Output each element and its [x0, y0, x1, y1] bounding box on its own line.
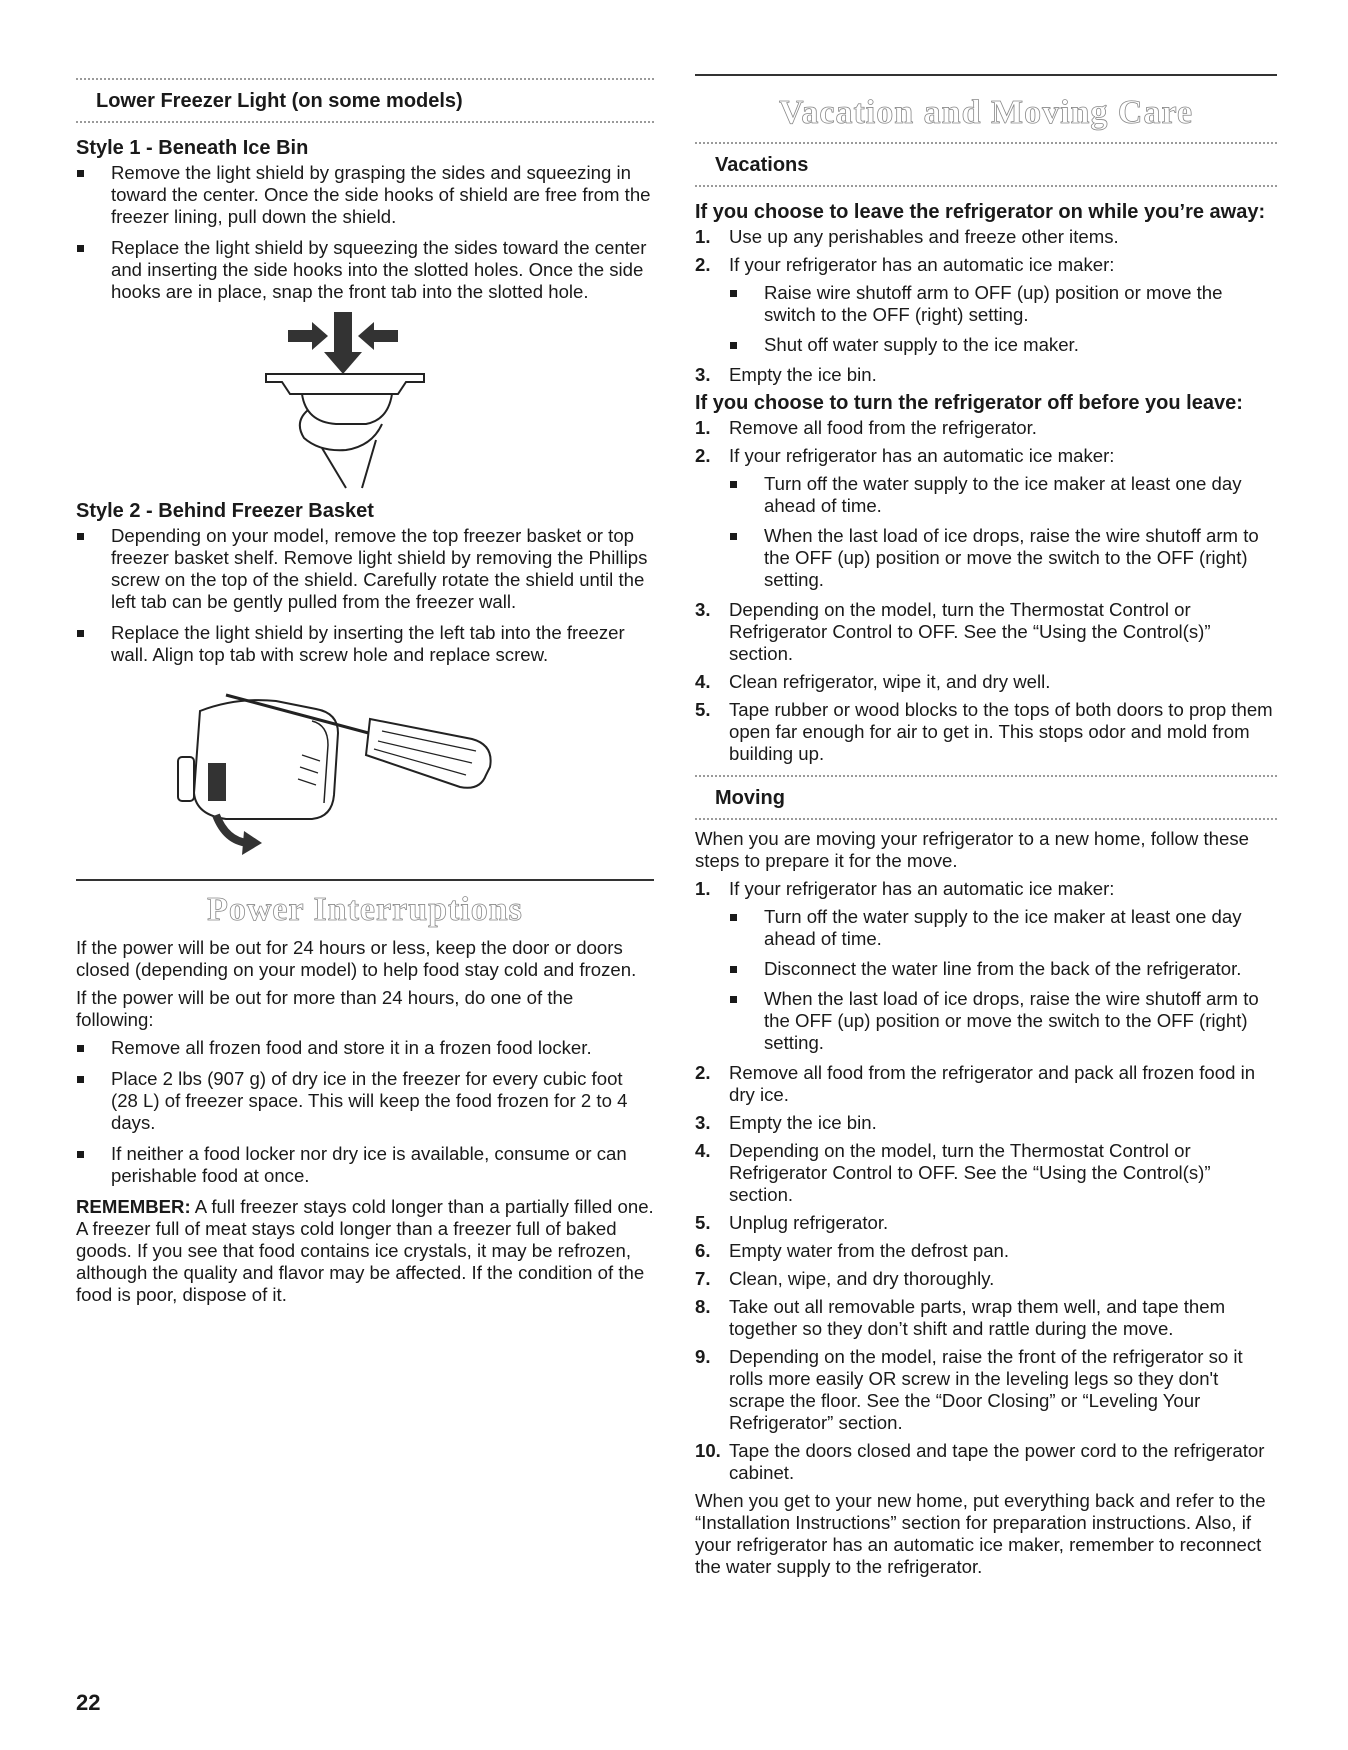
sub-list-item: Turn off the water supply to the ice maker at least one day ahead of time.	[729, 473, 1277, 517]
list-item: Remove the light shield by grasping the sides and squeezing in toward the center. Once the side hooks of shield are free from the freezer lining, pull down the shield.	[76, 162, 654, 228]
step-number: 2.	[695, 445, 711, 466]
moving-steps	[695, 878, 1277, 1484]
step-text: If your refrigerator has an automatic ice maker:	[729, 254, 1115, 275]
step-text: Depending on the model, raise the front of the refrigerator so it rolls more easily OR screw in the leveling legs so they don't scrape the floor. See the “Door Closing” or “Leveling Your Refrigerator” section.	[729, 1346, 1243, 1433]
sub-list	[729, 282, 1277, 356]
step-number: 1.	[695, 878, 711, 899]
step-item	[695, 699, 1277, 765]
turn-off-heading: If you choose to turn the refrigerator off before you leave:	[695, 392, 1243, 414]
step-item	[695, 1212, 1277, 1234]
step-item	[695, 226, 1277, 248]
step-number: 7.	[695, 1268, 711, 1289]
section-divider	[76, 879, 654, 881]
step-text: Remove all food from the refrigerator.	[729, 417, 1037, 438]
step-item	[695, 1062, 1277, 1106]
step-number: 9.	[695, 1346, 711, 1367]
turn-off-steps	[695, 417, 1277, 765]
step-text: Tape the doors closed and tape the power cord to the refrigerator cabinet.	[729, 1440, 1265, 1483]
step-text: If your refrigerator has an automatic ice maker:	[729, 445, 1115, 466]
power-list	[76, 1037, 654, 1187]
step-text: Depending on the model, turn the Thermostat Control or Refrigerator Control to OFF. See the “Using the Control(s)” section.	[729, 1140, 1211, 1205]
step-text: Take out all removable parts, wrap them well, and tape them together so they don’t shift and rattle during the move.	[729, 1296, 1226, 1339]
leave-on-steps	[695, 226, 1277, 386]
step-item	[695, 1268, 1277, 1290]
vacation-moving-title: Vacation and Moving Care	[778, 94, 1194, 131]
sub-list-item: When the last load of ice drops, raise the wire shutoff arm to the OFF (up) position or move the switch to the OFF (right) setting.	[729, 988, 1277, 1054]
step-text: Use up any perishables and freeze other items.	[729, 226, 1119, 247]
freezer-light-heading: Lower Freezer Light (on some models)	[76, 78, 654, 123]
step-number: 1.	[695, 417, 711, 438]
step-item	[695, 1296, 1277, 1340]
step-text: Empty the ice bin.	[729, 1112, 877, 1133]
power-paragraph-1: If the power will be out for 24 hours or less, keep the door or doors closed (depending on your model) to help food stay cold and frozen.	[76, 937, 637, 980]
step-text: Remove all food from the refrigerator and pack all frozen food in dry ice.	[729, 1062, 1256, 1105]
sub-list	[729, 473, 1277, 591]
step-number: 2.	[695, 1062, 711, 1083]
step-item	[695, 599, 1277, 665]
step-text: Empty the ice bin.	[729, 364, 877, 385]
section-divider	[695, 74, 1277, 76]
list-item: Depending on your model, remove the top freezer basket or top freezer basket shelf. Remove light shield by removing the Phillips screw on the top of the shield. Carefully rotate the shield until the left tab can be gently pulled from the freezer wall.	[76, 525, 654, 613]
step-item	[695, 1240, 1277, 1262]
leave-on-heading: If you choose to leave the refrigerator on while you’re away:	[695, 201, 1266, 223]
step-number: 5.	[695, 699, 711, 720]
step-text: If your refrigerator has an automatic ice maker:	[729, 878, 1115, 899]
step-item	[695, 1440, 1277, 1484]
sub-list-item: Shut off water supply to the ice maker.	[729, 334, 1277, 356]
step-number: 4.	[695, 1140, 711, 1161]
step-text: Tape rubber or wood blocks to the tops of both doors to prop them open far enough for air to get in. This stops odor and mold from building up.	[729, 699, 1273, 764]
list-item: Replace the light shield by squeezing the sides toward the center and inserting the side hooks into the slotted holes. Once the side hooks are in place, snap the front tab into the slotted hole.	[76, 237, 654, 303]
right-column	[695, 0, 1277, 1584]
style1-list	[76, 162, 654, 303]
moving-heading: Moving	[695, 775, 1277, 820]
step-number: 2.	[695, 254, 711, 275]
step-number: 3.	[695, 599, 711, 620]
vacations-heading: Vacations	[695, 142, 1277, 187]
step-number: 10.	[695, 1440, 721, 1461]
step-item	[695, 1346, 1277, 1434]
sub-list-item: Raise wire shutoff arm to OFF (up) position or move the switch to the OFF (right) setting.	[729, 282, 1277, 326]
page-number: 22	[76, 1690, 101, 1715]
list-item: Replace the light shield by inserting the left tab into the freezer wall. Align top tab with screw hole and replace screw.	[76, 622, 654, 666]
step-number: 6.	[695, 1240, 711, 1261]
style2-title: Style 2 - Behind Freezer Basket	[76, 500, 374, 522]
sub-list-item: Disconnect the water line from the back of the refrigerator.	[729, 958, 1277, 980]
remember-label: REMEMBER:	[76, 1196, 191, 1217]
step-item	[695, 417, 1277, 439]
list-item: Place 2 lbs (907 g) of dry ice in the freezer for every cubic foot (28 L) of freezer space. This will keep the food frozen for 2 to 4 days.	[76, 1068, 654, 1134]
list-item: Remove all frozen food and store it in a frozen food locker.	[76, 1037, 654, 1059]
remember-note	[76, 1196, 654, 1306]
screwdriver-illustration	[76, 675, 654, 865]
step-number: 8.	[695, 1296, 711, 1317]
step-text: Unplug refrigerator.	[729, 1212, 889, 1233]
style1-title: Style 1 - Beneath Ice Bin	[76, 137, 309, 159]
step-text: Depending on the model, turn the Thermostat Control or Refrigerator Control to OFF. See the “Using the Control(s)” section.	[729, 599, 1211, 664]
power-paragraph-2: If the power will be out for more than 24 hours, do one of the following:	[76, 987, 574, 1030]
step-item	[695, 878, 1277, 1054]
step-number: 1.	[695, 226, 711, 247]
list-item: If neither a food locker nor dry ice is available, consume or can perishable food at once.	[76, 1143, 654, 1187]
sub-list-item: Turn off the water supply to the ice maker at least one day ahead of time.	[729, 906, 1277, 950]
style2-list	[76, 525, 654, 666]
remember-text: A full freezer stays cold longer than a partially filled one. A freezer full of meat stays cold longer than a freezer full of baked goods. If you see that food contains ice crystals, it may be refrozen, although the quality and flavor may be affected. If the condition of the food is poor, dispose of it.	[76, 1196, 654, 1305]
step-number: 4.	[695, 671, 711, 692]
step-number: 3.	[695, 1112, 711, 1133]
moving-intro: When you are moving your refrigerator to a new home, follow these steps to prepare it for the move.	[695, 828, 1249, 871]
step-item	[695, 254, 1277, 356]
step-item	[695, 1140, 1277, 1206]
step-text: Clean refrigerator, wipe it, and dry well.	[729, 671, 1051, 692]
power-interruptions-title: Power Interruptions	[207, 891, 523, 928]
step-text: Empty water from the defrost pan.	[729, 1240, 1010, 1261]
sub-list	[729, 906, 1277, 1054]
step-text: Clean, wipe, and dry thoroughly.	[729, 1268, 995, 1289]
step-item	[695, 445, 1277, 591]
step-item	[695, 671, 1277, 693]
sub-list-item: When the last load of ice drops, raise the wire shutoff arm to the OFF (up) position or move the switch to the OFF (right) setting.	[729, 525, 1277, 591]
step-item	[695, 1112, 1277, 1134]
step-number: 3.	[695, 364, 711, 385]
moving-outro: When you get to your new home, put everything back and refer to the “Installation Instructions” section for preparation instructions. Also, if your refrigerator has an automatic ice maker, remember to reconnect the water supply to the refrigerator.	[695, 1490, 1266, 1577]
ice-bin-light-illustration	[76, 312, 654, 492]
step-item	[695, 364, 1277, 386]
step-number: 5.	[695, 1212, 711, 1233]
left-column	[76, 0, 654, 1312]
